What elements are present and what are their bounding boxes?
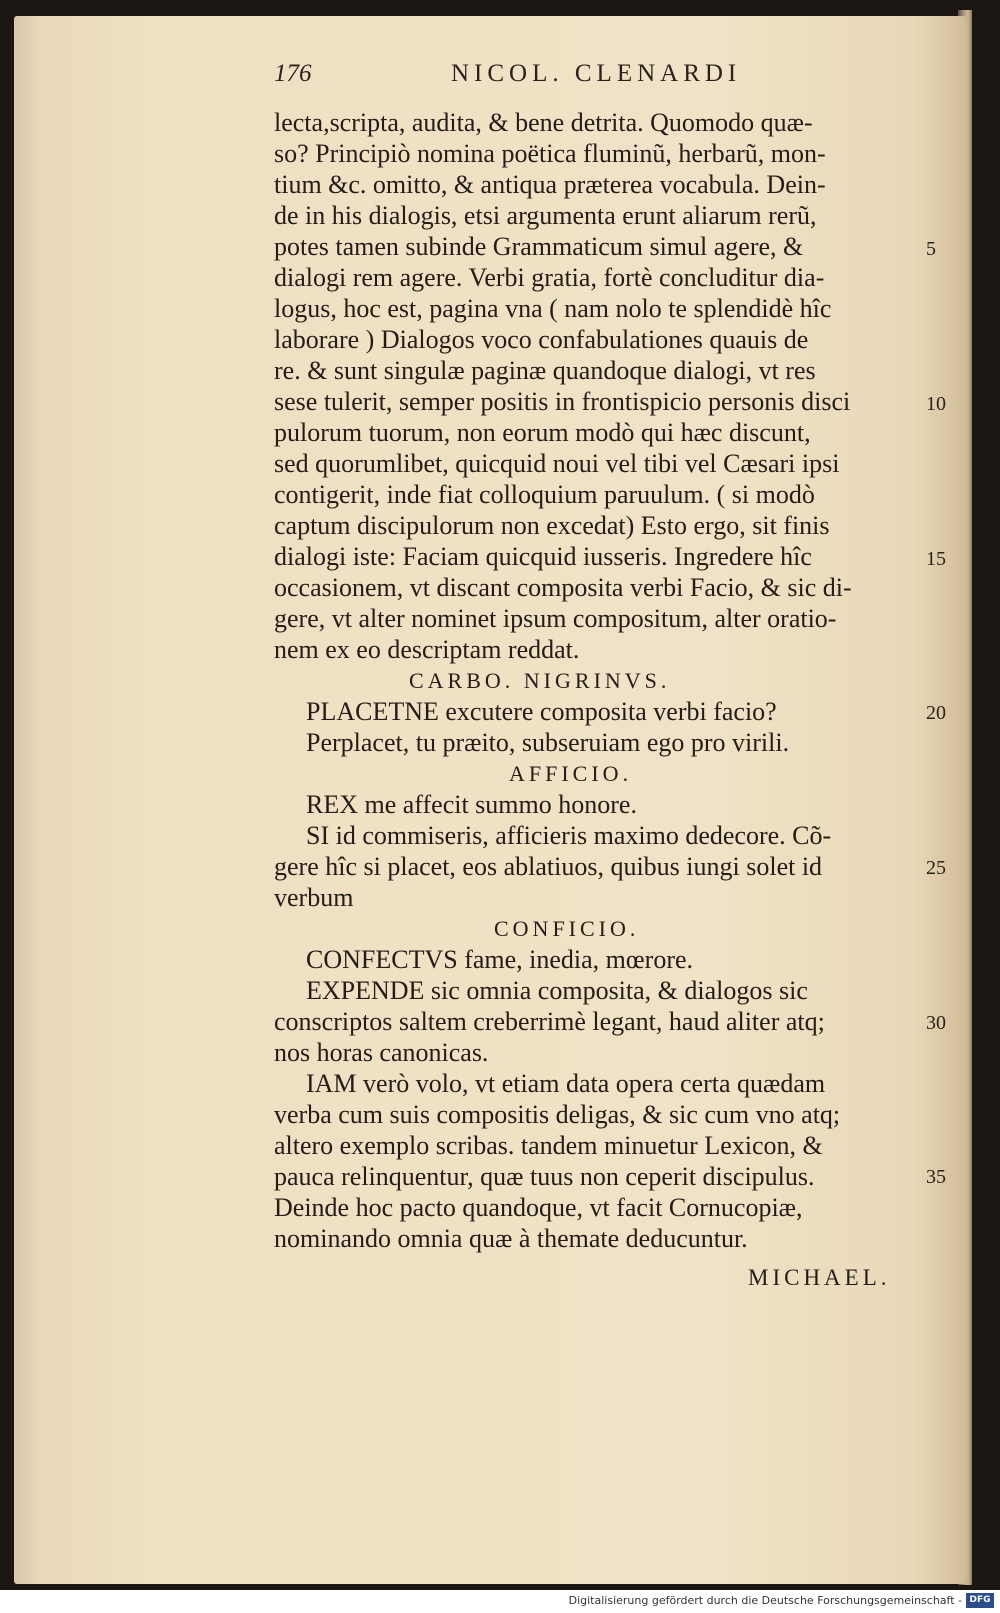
text-line: conscriptos saltem creberrimè legant, haud aliter atq; <box>274 1007 825 1036</box>
footer-bar <box>0 1590 1000 1613</box>
text-line: captum discipulorum non excedat) Esto ergo, sit finis <box>274 511 830 540</box>
line-number: 30 <box>926 1012 946 1034</box>
text-line: pulorum tuorum, non eorum modò qui hæc discunt, <box>274 418 811 447</box>
text-line: verbum <box>274 883 354 912</box>
text-line: gere, vt alter nominet ipsum compositum, alter oratio- <box>274 604 837 633</box>
line-number: 5 <box>926 238 936 260</box>
text-line: contigerit, inde fiat colloquium paruulum. ( si modò <box>274 480 815 509</box>
funding-credit: Digitalisierung gefördert durch die Deutsche Forschungsgemeinschaft - <box>568 1594 962 1607</box>
text-line: laborare ) Dialogos voco confabulationes quauis de <box>274 325 809 354</box>
section-heading: CONFICIO. <box>494 916 640 941</box>
dfg-logo[interactable]: DFG <box>966 1593 994 1608</box>
text-line: nos horas canonicas. <box>274 1038 489 1067</box>
section-heading: AFFICIO. <box>509 761 633 786</box>
text-line: pauca relinquentur, quæ tuus non ceperit discipulus. <box>274 1162 815 1191</box>
catchword: MICHAEL. <box>748 1265 891 1290</box>
line-number: 20 <box>926 702 946 724</box>
text-line: IAM verò volo, vt etiam data opera certa quædam <box>306 1069 826 1098</box>
text-line: tium &c. omitto, & antiqua præterea vocabula. Dein- <box>274 170 826 199</box>
line-number: 35 <box>926 1166 946 1188</box>
text-line: dialogi iste: Faciam quicquid iusseris. Ingredere hîc <box>274 542 812 571</box>
text-line: re. & sunt singulæ paginæ quandoque dialogi, vt res <box>274 356 816 385</box>
page-header <box>248 50 908 90</box>
text-line: potes tamen subinde Grammaticum simul agere, & <box>274 232 804 261</box>
folio-number: 176 <box>274 60 312 87</box>
dialogue-line: REX me affecit summo honore. <box>306 790 637 819</box>
text-line: sese tulerit, semper positis in frontispicio personis disci <box>274 387 851 416</box>
text-line: nominando omnia quæ à themate deducuntur. <box>274 1224 748 1253</box>
text-line: gere hîc si placet, eos ablatiuos, quibus iungi solet id <box>274 852 823 881</box>
text-line: verba cum suis compositis deligas, & sic cum vno atq; <box>274 1100 841 1129</box>
text-line: occasionem, vt discant composita verbi Facio, & sic di- <box>274 573 852 602</box>
text-line: logus, hoc est, pagina vna ( nam nolo te splendidè hîc <box>274 294 832 323</box>
line-number: 15 <box>926 548 946 570</box>
speaker-heading: CARBO. NIGRINVS. <box>409 668 671 693</box>
text-line: EXPENDE sic omnia composita, & dialogos sic <box>306 976 808 1005</box>
text-line: dialogi rem agere. Verbi gratia, fortè concluditur dia- <box>274 263 825 292</box>
text-line: nem ex eo descriptam reddat. <box>274 635 580 664</box>
text-line: so? Principiò nomina poëtica fluminũ, herbarũ, mon- <box>274 139 826 168</box>
dialogue-line: PLACETNE excutere composita verbi facio? <box>306 697 777 726</box>
dialogue-line: CONFECTVS fame, inedia, mœrore. <box>306 945 694 974</box>
text-line: lecta,scripta, audita, & bene detrita. Quomodo quæ- <box>274 108 813 137</box>
running-head: NICOL. CLENARDI <box>451 60 742 87</box>
line-number: 25 <box>926 857 946 879</box>
dialogue-line: Perplacet, tu præito, subseruiam ego pro virili. <box>306 728 790 757</box>
dialogue-line: SI id commiseris, afficieris maximo dedecore. Cõ- <box>306 821 832 850</box>
text-line: de in his dialogis, etsi argumenta erunt aliarum rerũ, <box>274 201 817 230</box>
text-line: sed quorumlibet, quicquid noui vel tibi vel Cæsari ipsi <box>274 449 840 478</box>
line-number: 10 <box>926 393 946 415</box>
text-line: Deinde hoc pacto quandoque, vt facit Cornucopiæ, <box>274 1193 803 1222</box>
text-line: altero exemplo scribas. tandem minuetur Lexicon, & <box>274 1131 823 1160</box>
